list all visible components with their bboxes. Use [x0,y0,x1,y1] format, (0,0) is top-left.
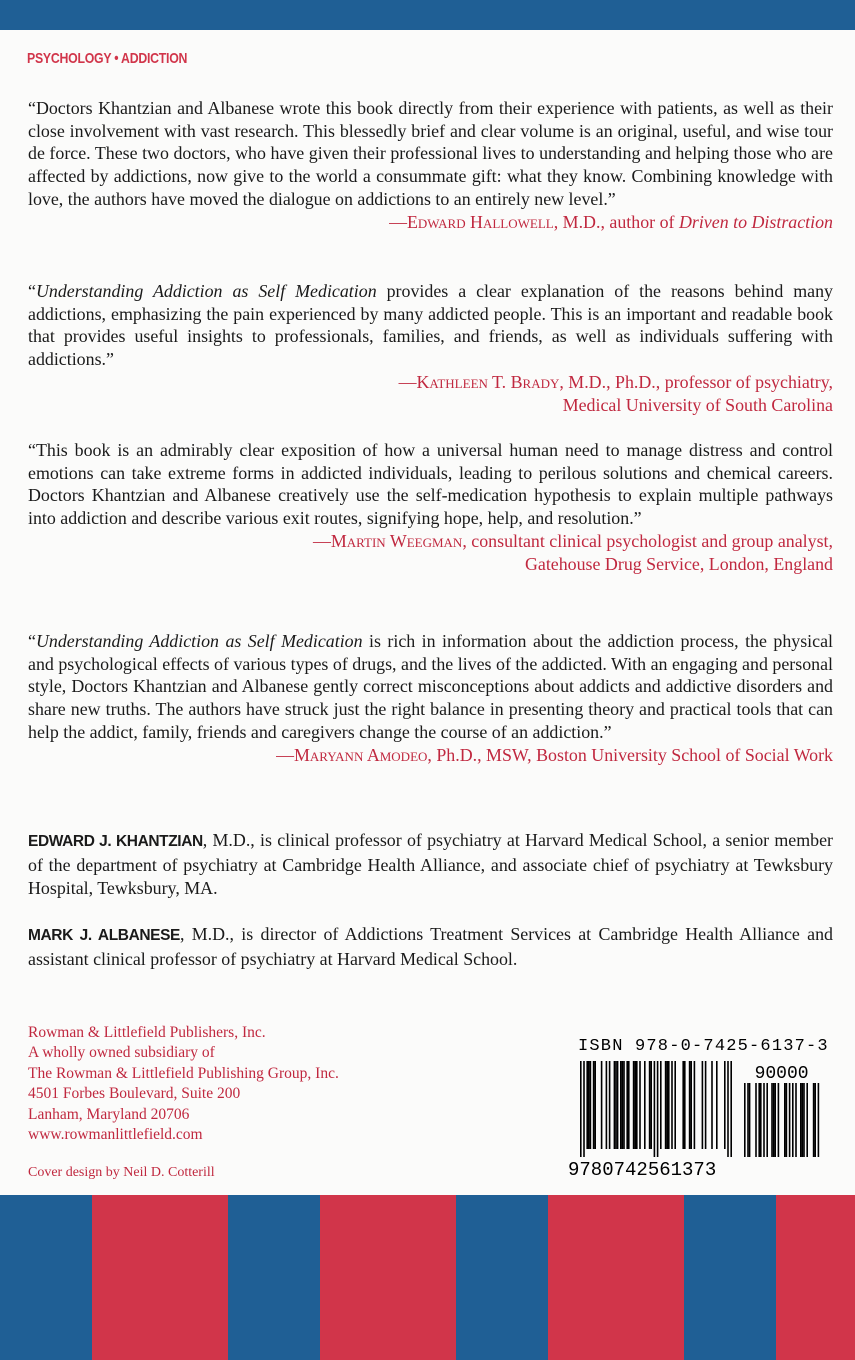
barcode-bar [622,1061,624,1149]
bio-name: EDWARD J. KHANTZIAN [28,833,203,850]
barcode-bar [583,1061,585,1157]
barcode-bar [628,1061,630,1149]
barcode-bar [818,1083,820,1157]
publisher-address [28,1023,339,1145]
barcode-bar [682,1061,684,1149]
attribution-text: , M.D., Ph.D., professor of psychiatry, [559,371,833,392]
bio-name: MARK J. ALBANESE [28,927,180,944]
attribution-text: — [398,371,417,392]
barcode-bar [727,1061,729,1157]
barcode-icon [568,1059,833,1189]
barcode-bar [644,1061,646,1149]
stripe-red [548,1195,684,1360]
publisher-line: The Rowman & Littlefield Publishing Group, Inc. [28,1064,339,1082]
attribution-text: Driven to Distraction [678,211,833,232]
barcode-bar [674,1061,676,1149]
barcode-bar [634,1061,636,1149]
attribution-text: , M.D., author of [553,211,679,232]
publisher-line: Lanham, Maryland 20706 [28,1105,190,1123]
stripe-blue [684,1195,776,1360]
barcode-digits: 9780742561373 [568,1159,717,1181]
barcode-bar [636,1061,638,1149]
barcode-bar [614,1061,616,1149]
barcode-bar [660,1061,662,1149]
barcode-bar [666,1061,668,1149]
attribution-text: Medical University of South Carolina [562,394,833,415]
isbn-label: ISBN 978-0-7425-6137-3 [578,1037,829,1056]
barcode-bar [716,1061,718,1149]
blurb-quote [28,97,833,211]
barcode-bar [694,1061,696,1149]
cover-design-credit: Cover design by Neil D. Cotterill [28,1165,215,1180]
barcode-bar [802,1083,804,1157]
top-color-band [0,0,855,30]
bio-text: , M.D., is clinical professor of psychiatry at Harvard Medical School, a senior member of the department of psychiatry at Cambridge Health Alliance, and associate chief of psychiatry at Tewksbury Hospital, Tewksbury, MA. [28,830,833,898]
blurb-attribution [28,553,833,576]
barcode-bar [617,1061,619,1149]
book-title-italic: Understanding Addiction as Self Medication [35,631,363,651]
attribution-text: — [389,211,407,232]
barcode-bar [620,1061,622,1149]
attribution-text: , Ph.D., MSW, Boston University School of Social Work [427,744,833,765]
bio-text: , M.D., is director of Addictions Treatment Services at Cambridge Health Alliance and assistant clinical professor of psychiatry at Harvard Medical School. [28,924,833,969]
barcode-bar [711,1061,713,1149]
stripe-red [320,1195,456,1360]
barcode-bar [702,1061,704,1149]
attribution-name: Maryann Amodeo [293,744,428,765]
attribution-name: Martin Weegman [330,530,463,551]
stripe-red [776,1195,855,1360]
attribution-name: Kathleen T. Brady [416,371,560,392]
barcode-bar [760,1083,762,1157]
attribution-text: Gatehouse Drug Service, London, England [524,553,833,574]
attribution-text: — [276,744,294,765]
barcode-bar [778,1083,780,1157]
barcode-bar [601,1061,603,1149]
blurb-attribution [28,371,833,394]
attribution-text: , consultant clinical psychologist and group analyst, [462,530,833,551]
barcode-bar [586,1061,588,1149]
barcode-bar [747,1083,749,1157]
publisher-line: 4501 Forbes Boulevard, Suite 200 [28,1085,241,1103]
bottom-stripes [0,1195,855,1360]
blurb-weegman [28,439,833,575]
barcode-bar [758,1083,760,1157]
quote-text: “This book is an admirably clear exposition of how a universal human need to manage distress and control emotions can take extreme forms in addicted individuals, leading to perilous solutions and chemical careers. Doctors Khantzian and Albanese creatively use the self-medication hypothesis to explain multiple pathways into addiction and describe various exit routes, signifying hope, help, and resolution.” [28,440,833,529]
barcode-bar [639,1061,641,1149]
barcode-bar [689,1061,691,1149]
barcode-bar [766,1083,768,1157]
barcode-bar [724,1061,726,1149]
barcode-bar [690,1061,692,1149]
barcode-bar [609,1061,611,1149]
barcode-bar [771,1083,773,1157]
blurb-quote [28,280,833,371]
blurb-attribution [28,394,833,417]
attribution-text: — [312,530,331,551]
attribution-name: Edward Hallowell [406,211,554,232]
quote-text: “Doctors Khantzian and Albanese wrote this book directly from their experience with patients, as well as their close involvement with vast research. This blessedly brief and clear volume is an original, useful, and wise tour de force. These two doctors, who have given their professional lives to understanding and helping those who are affected by addictions, now give to the world a consummate gift: what they know. Combining knowledge with love, the authors have moved the dialogue on addictions to an entirely new level.” [28,98,833,209]
barcode-bar [705,1061,707,1149]
barcode-bar [606,1061,608,1149]
blurb-quote [28,439,833,530]
quote-text: is rich in information about the addiction process, the physical and psychological effects of various types of drugs, and the lives of the addicted. With an engaging and personal style, Doctors Khantzian and Albanese gently correct misconceptions about addicts and addictive disorders and share new truths. The authors have struck just the right balance in presenting theory and practical tools that can help the addict, family, friends and caregivers change the course of an addiction.” [28,631,833,742]
barcode-bar [668,1061,670,1149]
barcode-bar [623,1061,625,1149]
barcode-addon-digits: 90000 [754,1064,809,1084]
barcode-bar [806,1083,808,1157]
barcode-bar [580,1061,582,1157]
barcode-bar [784,1083,786,1157]
barcode-bar [650,1061,652,1149]
barcode-bar [755,1083,757,1157]
barcode-bar [654,1061,656,1157]
barcode-bar [795,1083,797,1157]
quote-text: provides a clear explanation of the reasons behind many addictions, emphasizing the pain experienced by many addicted people. This is an important and readable book that provides useful insights to professionals, families, and friends, as well as individuals suffering with addictions.” [28,281,834,370]
stripe-blue [456,1195,548,1360]
blurb-brady [28,280,833,416]
barcode-bar [773,1083,775,1157]
barcode-bar [744,1083,746,1157]
barcode-bar [792,1083,794,1157]
blurb-attribution [28,530,833,553]
barcode-bar [657,1061,659,1157]
stripe-red [92,1195,228,1360]
blurb-hallowell [28,97,833,233]
barcode-bar [789,1083,791,1157]
quote-text: “ [28,281,36,301]
bio-albanese [28,923,833,971]
publisher-line: A wholly owned subsidiary of [28,1044,215,1062]
bio-khantzian [28,829,833,901]
barcode-bar [588,1061,590,1149]
barcode-bar [594,1061,596,1149]
barcode-bar [800,1083,802,1157]
barcode-bar [786,1083,788,1157]
publisher-line: Rowman & Littlefield Publishers, Inc. [28,1024,266,1041]
category-label: PSYCHOLOGY • ADDICTION [27,50,188,67]
publisher-website: www.rowmanlittlefield.com [28,1126,203,1144]
blurb-amodeo [28,630,833,766]
barcode-bar [813,1083,815,1157]
barcode-bar [665,1061,667,1149]
barcode-bar [615,1061,617,1149]
barcode-bar [649,1061,651,1149]
blurb-quote [28,630,833,744]
blurb-attribution [28,211,833,234]
barcode-bar [590,1061,592,1149]
stripe-blue [0,1195,92,1360]
isbn-barcode-block [568,1037,833,1189]
barcode-bar [730,1061,732,1157]
quote-text: “ [28,631,36,651]
barcode-bar [774,1083,776,1157]
barcode-bar [626,1061,628,1149]
barcode-bar [749,1083,751,1157]
blurb-attribution [28,744,833,767]
book-title-italic: Understanding Addiction as Self Medication [35,281,377,301]
barcode-bar [593,1061,595,1149]
barcode-bar [633,1061,635,1149]
barcode-bar [803,1083,805,1157]
barcode-bar [671,1061,673,1149]
barcode-bar [684,1061,686,1149]
barcode-bar [814,1083,816,1157]
stripe-blue [228,1195,320,1360]
barcode-bar [763,1083,765,1157]
